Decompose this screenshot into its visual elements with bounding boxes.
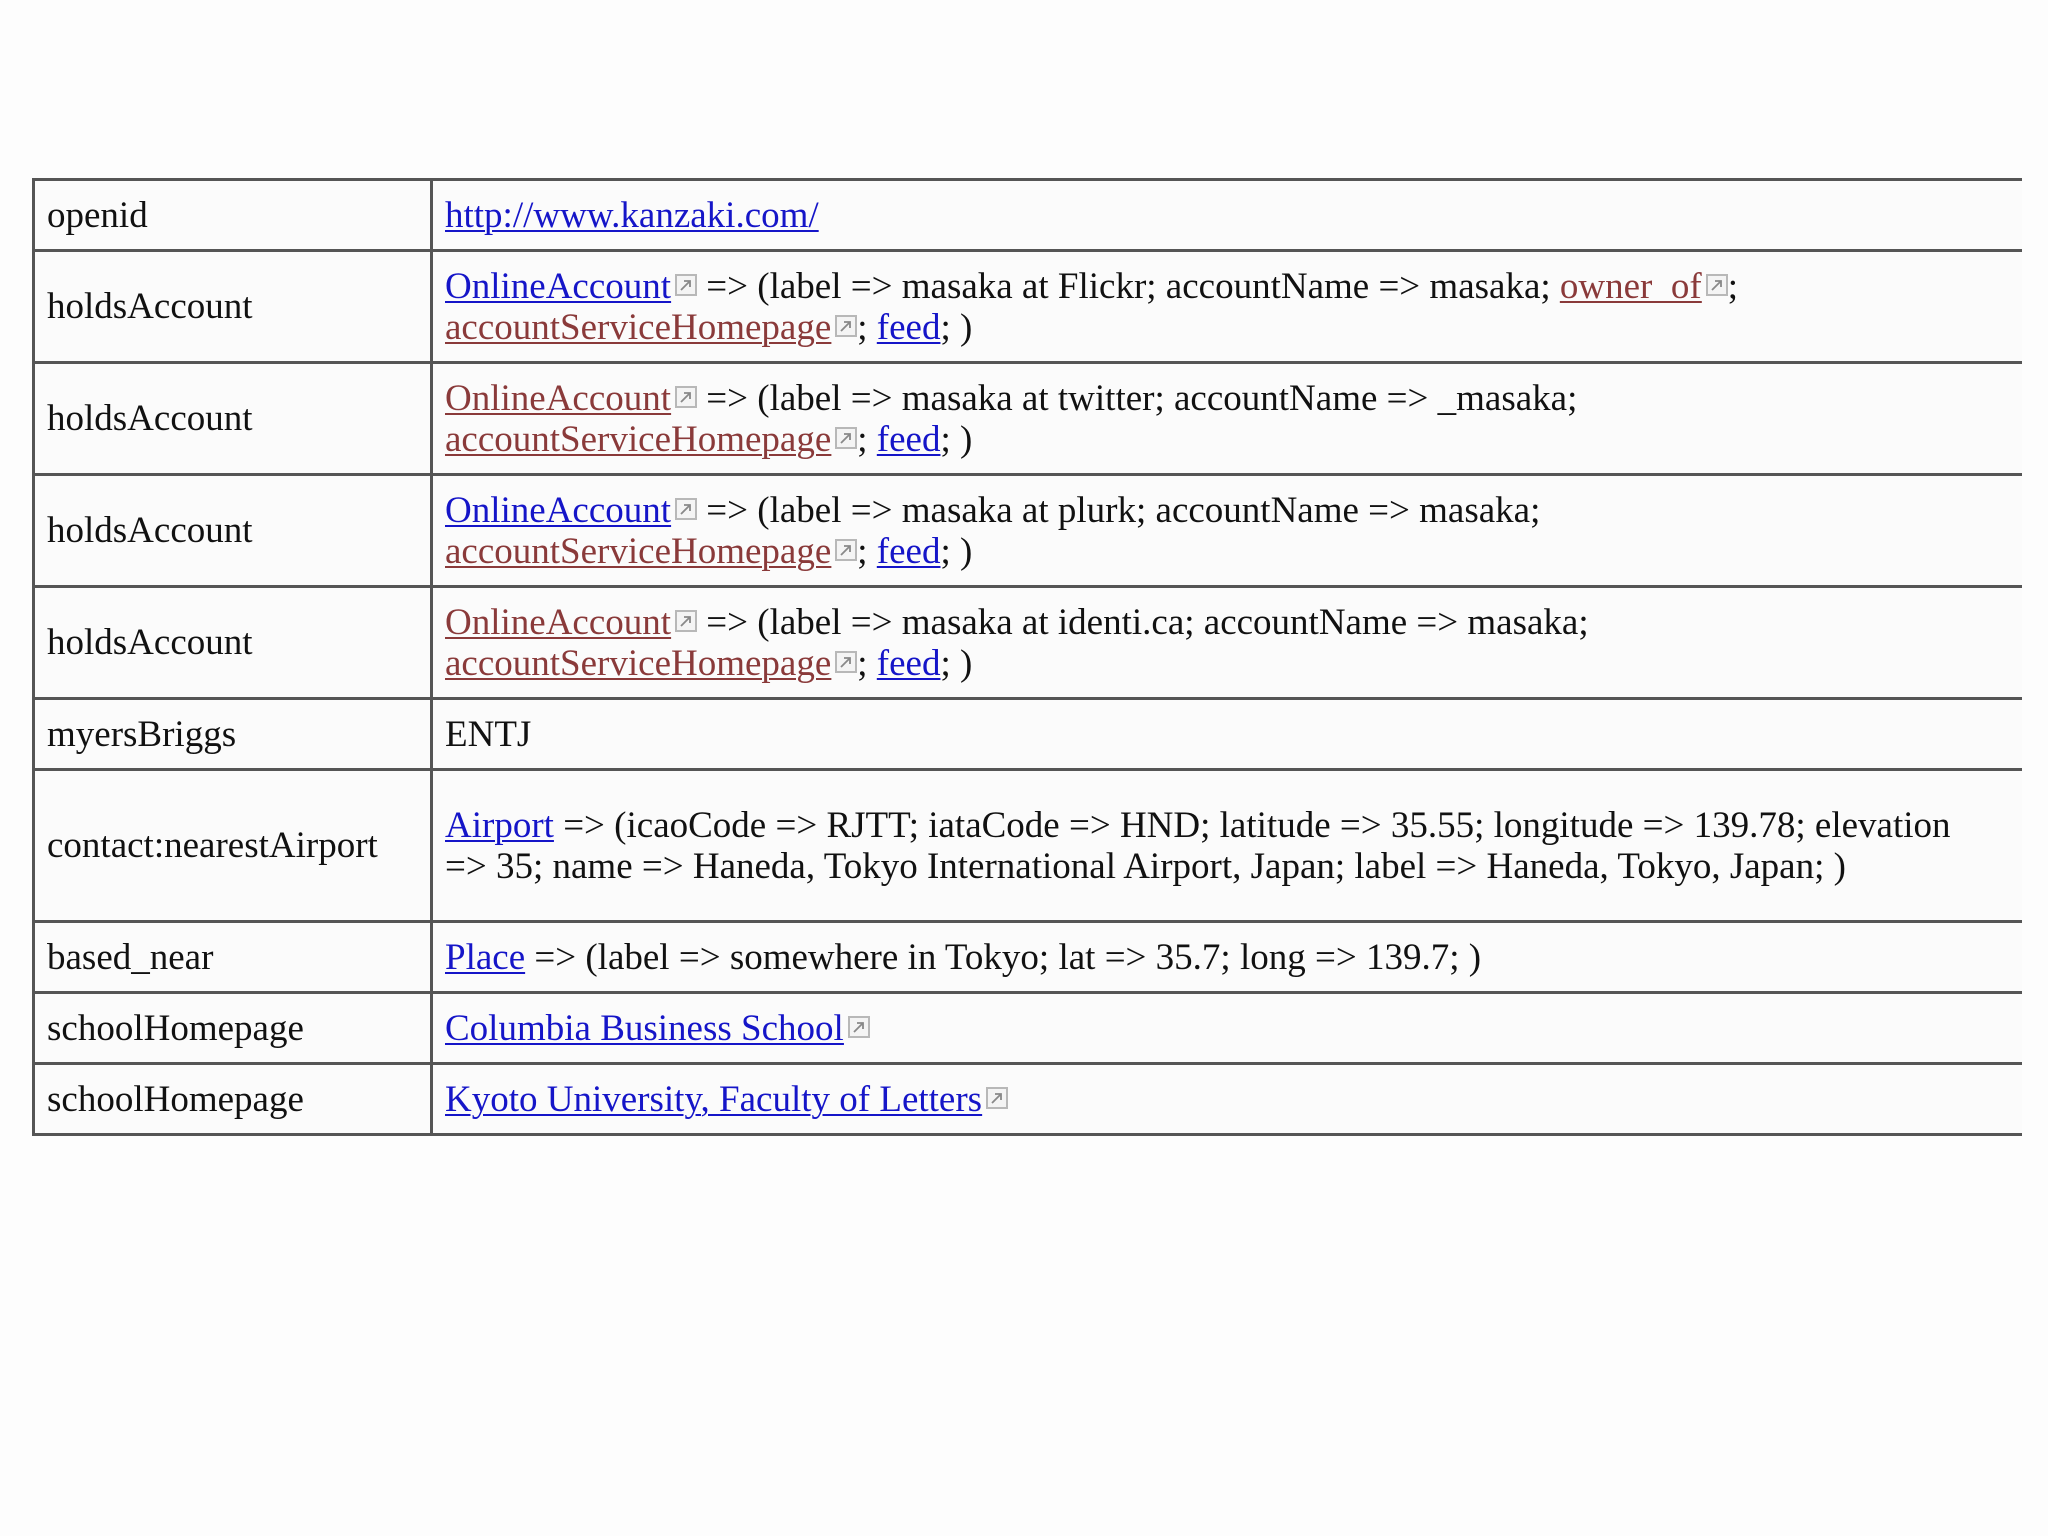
property-name	[34, 1135, 432, 1137]
property-value	[432, 475, 2023, 587]
property-name: openid	[34, 180, 432, 251]
table-row	[34, 1064, 2023, 1135]
external-link-icon	[835, 427, 857, 449]
table-row	[34, 475, 2023, 587]
separator-text: ;	[857, 418, 877, 460]
external-link-icon	[835, 539, 857, 561]
property-name: holdsAccount	[34, 363, 432, 475]
property-value	[432, 251, 2023, 363]
account-service-homepage-link-wrap[interactable]	[445, 531, 857, 572]
separator-text: ;	[857, 642, 877, 684]
online-account-link[interactable]: OnlineAccount	[445, 489, 672, 531]
property-value: ENTJ	[432, 699, 2023, 770]
property-name: schoolHomepage	[34, 993, 432, 1064]
property-name: holdsAccount	[34, 475, 432, 587]
school-homepage-link-wrap[interactable]	[445, 1008, 870, 1049]
property-name: based_near	[34, 922, 432, 993]
properties-table	[32, 178, 2022, 1136]
online-account-link-wrap[interactable]	[445, 266, 697, 307]
property-value	[432, 1135, 2023, 1137]
table-row	[34, 699, 2023, 770]
value-tail: ; )	[940, 418, 973, 460]
separator-text: ;	[857, 306, 877, 348]
openid-link[interactable]: http://www.kanzaki.com/	[445, 194, 819, 236]
online-account-link[interactable]: OnlineAccount	[445, 265, 672, 307]
external-link-icon	[848, 1016, 870, 1038]
property-value	[432, 587, 2023, 699]
feed-link[interactable]: feed	[876, 306, 941, 348]
property-value	[432, 363, 2023, 475]
external-link-icon	[675, 498, 697, 520]
owner-of-link[interactable]: owner_of	[1559, 265, 1702, 307]
account-service-homepage-link[interactable]: accountServiceHomepage	[445, 642, 832, 684]
external-link-icon	[675, 386, 697, 408]
online-account-link[interactable]: OnlineAccount	[445, 601, 672, 643]
value-text: => (label => masaka at Flickr; accountName => masaka;	[697, 265, 1560, 307]
school-homepage-link[interactable]: Kyoto University, Faculty of Letters	[445, 1078, 983, 1120]
account-service-homepage-link[interactable]: accountServiceHomepage	[445, 530, 832, 572]
table-row	[34, 180, 2023, 251]
table-row-clipped	[34, 1135, 2023, 1137]
airport-link[interactable]: Airport	[445, 804, 554, 846]
value-text: => (label => masaka at plurk; accountName => masaka;	[697, 489, 1541, 531]
online-account-link-wrap[interactable]	[445, 378, 697, 419]
table-row	[34, 587, 2023, 699]
value-tail: ; )	[940, 642, 973, 684]
place-link[interactable]: Place	[445, 936, 526, 978]
property-value	[432, 922, 2023, 993]
account-service-homepage-link[interactable]: accountServiceHomepage	[445, 418, 832, 460]
separator-text: ;	[1727, 265, 1738, 307]
table-row	[34, 993, 2023, 1064]
online-account-link-wrap[interactable]	[445, 490, 697, 531]
property-name: contact:nearestAirport	[34, 770, 432, 922]
feed-link[interactable]: feed	[876, 642, 941, 684]
external-link-icon	[1706, 274, 1728, 296]
online-account-link-wrap[interactable]	[445, 602, 697, 643]
school-homepage-link-wrap[interactable]	[445, 1079, 1008, 1120]
online-account-link[interactable]: OnlineAccount	[445, 377, 672, 419]
property-value	[432, 180, 2023, 251]
property-name: holdsAccount	[34, 587, 432, 699]
account-service-homepage-link-wrap[interactable]	[445, 643, 857, 684]
property-name: myersBriggs	[34, 699, 432, 770]
external-link-icon	[675, 610, 697, 632]
value-text: => (icaoCode => RJTT; iataCode => HND; latitude => 35.55; longitude => 139.78; elevation => 35; name => Haneda, Tokyo International Airport, Japan; label => Haneda, Tokyo, Japan; )	[445, 804, 1951, 887]
table-row	[34, 922, 2023, 993]
account-service-homepage-link-wrap[interactable]	[445, 419, 857, 460]
external-link-icon	[986, 1087, 1008, 1109]
property-name: holdsAccount	[34, 251, 432, 363]
external-link-icon	[835, 315, 857, 337]
table-row	[34, 251, 2023, 363]
separator-text: ;	[857, 530, 877, 572]
account-service-homepage-link-wrap[interactable]	[445, 307, 857, 348]
property-value	[432, 1064, 2023, 1135]
external-link-icon	[835, 651, 857, 673]
value-text: => (label => masaka at twitter; accountName => _masaka;	[697, 377, 1578, 419]
school-homepage-link[interactable]: Columbia Business School	[445, 1007, 844, 1049]
value-text: => (label => masaka at identi.ca; accountName => masaka;	[697, 601, 1589, 643]
owner-of-link-wrap[interactable]	[1560, 266, 1728, 307]
account-service-homepage-link[interactable]: accountServiceHomepage	[445, 306, 832, 348]
property-value	[432, 993, 2023, 1064]
external-link-icon	[675, 274, 697, 296]
feed-link[interactable]: feed	[876, 418, 941, 460]
property-name: schoolHomepage	[34, 1064, 432, 1135]
table-row	[34, 770, 2023, 922]
table-row	[34, 363, 2023, 475]
property-value	[432, 770, 2023, 922]
value-text: => (label => somewhere in Tokyo; lat => 35.7; long => 139.7; )	[525, 936, 1482, 978]
feed-link[interactable]: feed	[876, 530, 941, 572]
table-viewport	[32, 178, 2022, 1136]
value-tail: ; )	[940, 306, 973, 348]
value-tail: ; )	[940, 530, 973, 572]
